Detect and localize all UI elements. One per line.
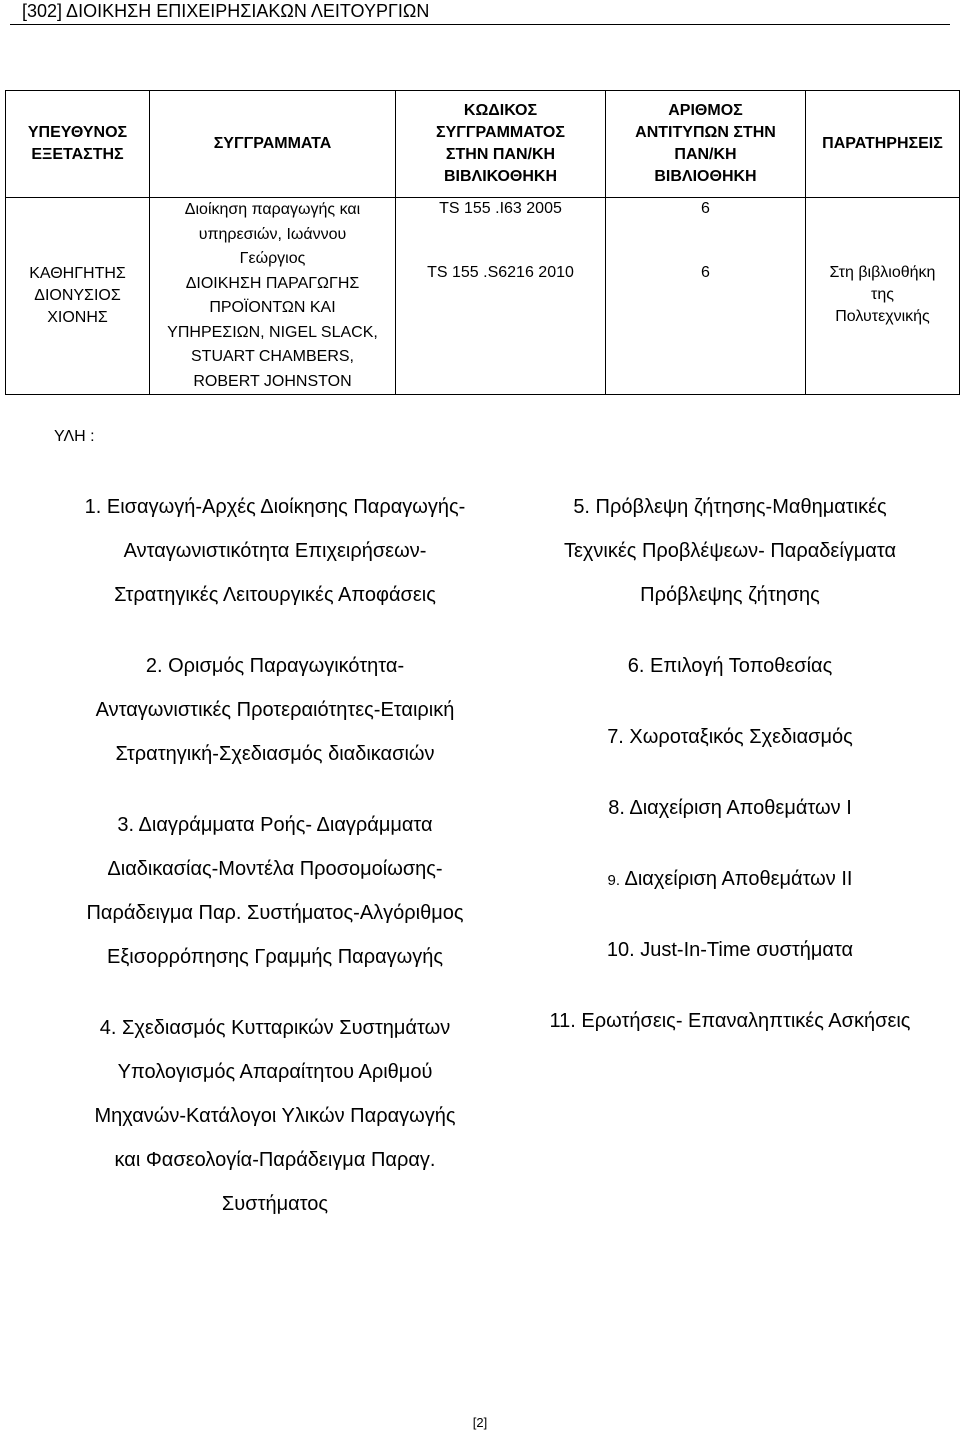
topic-9-text: Διαχείριση Αποθεμάτων ΙΙ [620, 868, 853, 890]
page-number: [2] [472, 1415, 488, 1430]
topic-1-line: Στρατηγικές Λειτουργικές Αποφάσεις [114, 584, 436, 606]
header-notes: ΠΑΡΑΤΗΡΗΣΕΙΣ [806, 91, 960, 198]
topics-right-lower [500, 646, 960, 1072]
topic-4-line: Μηχανών-Κατάλογοι Υλικών Παραγωγής [94, 1105, 456, 1127]
topic-6: 6. Επιλογή Τοποθεσίας [627, 655, 833, 677]
header-books: ΣΥΓΓΡΑΜΜΑΤΑ [150, 91, 396, 198]
table-row [6, 198, 960, 263]
examiner-cell: ΚΑΘΗΓΗΤΗΣ ΔΙΟΝΥΣΙΟΣ ΧΙΟΝΗΣ [6, 198, 150, 395]
header-rule [10, 24, 950, 25]
topics-right [500, 485, 960, 617]
topic-11: 11. Ερωτήσεις- Επαναληπτικές Ασκήσεις [549, 1010, 911, 1032]
topic-2-line: Ανταγωνιστικές Προτεραιότητες-Εταιρική [95, 699, 455, 721]
header-examiner: ΥΠΕΥΘΥΝΟΣ ΕΞΕΤΑΣΤΗΣ [6, 91, 150, 198]
topic-3-line: Εξισορρόπησης Γραμμής Παραγωγής [106, 946, 444, 968]
topic-1-line: 1. Εισαγωγή-Αρχές Διοίκησης Παραγωγής- [84, 496, 466, 518]
course-books-table [5, 90, 960, 395]
topic-4-line: Συστήματος [221, 1193, 329, 1215]
book-notes [806, 198, 960, 263]
book-copies: 6 [606, 198, 806, 263]
books-cell: Διοίκηση παραγωγής και υπηρεσιών, Ιωάννου Γεώργιος ΔΙΟΙΚΗΣΗ ΠΑΡΑΓΩΓΗΣ ΠΡΟΪΟΝΤΩΝ ΚΑΙ ΥΠΗΡΕΣΙΩΝ, NIGEL SLACK, STUART CHAMBERS, ROBERT JOHNSTON [150, 198, 396, 395]
topic-4-line: και Φασεολογία-Παράδειγμα Παραγ. [114, 1149, 436, 1171]
header-code: ΚΩΔΙΚΟΣ ΣΥΓΓΡΑΜΜΑΤΟΣ ΣΤΗΝ ΠΑΝ/ΚΗ ΒΙΒΛΙΚΟΘΗΚΗ [396, 91, 606, 198]
topic-3-line: Παράδειγμα Παρ. Συστήματος-Αλγόριθμος [86, 902, 464, 924]
table-header-row [6, 91, 960, 198]
topic-4-line: Υπολογισμός Απαραίτητου Αριθμού [117, 1061, 433, 1083]
topics-left [40, 485, 510, 1226]
topic-3-line: 3. Διαγράμματα Ροής- Διαγράμματα [117, 814, 433, 836]
topic-2-line: 2. Ορισμός Παραγωγικότητα- [145, 655, 405, 677]
topic-2-line: Στρατηγική-Σχεδιασμός διαδικασιών [115, 743, 435, 765]
topic-8: 8. Διαχείριση Αποθεμάτων Ι [608, 797, 852, 819]
book-code: TS 155 .S6216 2010 [396, 262, 606, 394]
topic-9 [500, 859, 960, 930]
header-copies: ΑΡΙΘΜΟΣ ΑΝΤΙΤΥΠΩΝ ΣΤΗΝ ΠΑΝ/ΚΗ ΒΙΒΛΙΟΘΗΚΗ [606, 91, 806, 198]
topic-10: 10. Just-In-Time συστήματα [606, 939, 854, 961]
material-label: ΥΛΗ : [54, 428, 95, 445]
page-header: [302] ΔΙΟΙΚΗΣΗ ΕΠΙΧΕΙΡΗΣΙΑΚΩΝ ΛΕΙΤΟΥΡΓΙΩΝ [22, 1, 430, 21]
topic-9-number: 9. [607, 872, 621, 889]
topic-7: 7. Χωροταξικός Σχεδιασμός [607, 726, 853, 748]
book-code: TS 155 .I63 2005 [396, 198, 606, 263]
topic-5-line: 5. Πρόβλεψη ζήτησης-Μαθηματικές [573, 496, 887, 518]
topic-5-line: Τεχνικές Προβλέψεων- Παραδείγματα [563, 540, 897, 562]
topic-3-line: Διαδικασίας-Μοντέλα Προσομοίωσης- [107, 858, 443, 880]
topic-4-line: 4. Σχεδιασμός Κυτταρικών Συστημάτων [99, 1017, 451, 1039]
book-copies: 6 [606, 262, 806, 394]
book-notes: Στη βιβλιοθήκη της Πολυτεχνικής [806, 262, 960, 394]
topic-1-line: Ανταγωνιστικότητα Επιχειρήσεων- [123, 540, 427, 562]
topic-5-line: Πρόβλεψης ζήτησης [640, 584, 820, 606]
